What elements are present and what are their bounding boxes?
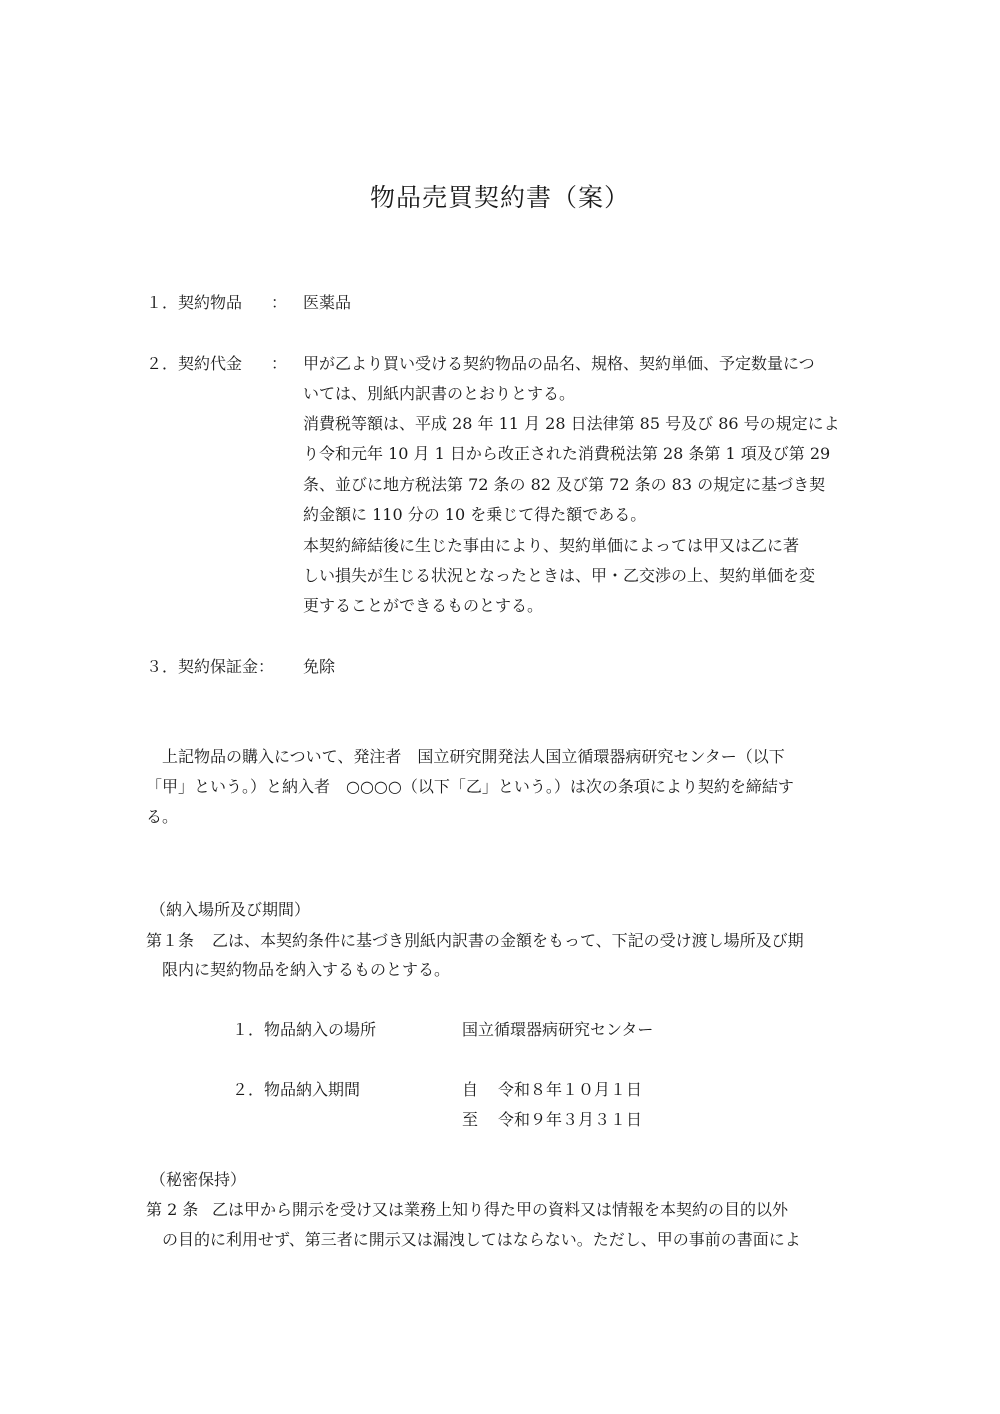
item-text-line: 条、並びに地方税法第 72 条の 82 及び第 72 条の 83 の規定に基づき契	[303, 475, 826, 494]
preamble-line: る。	[146, 807, 179, 826]
article-text-line: 限内に契約物品を納入するものとする。	[162, 960, 451, 979]
article-heading: （秘密保持）	[150, 1170, 247, 1189]
item-text-line: いては、別紙内訳書のとおりとする。	[303, 384, 576, 403]
delivery-place-value: 国立循環器病研究センター	[462, 1020, 654, 1039]
period-to-date: 令和９年３月３１日	[498, 1110, 643, 1129]
item-text-line: 甲が乙より買い受ける契約物品の品名、規格、契約単価、予定数量につ	[303, 354, 815, 373]
item-text-line: 本契約締結後に生じた事由により、契約単価によっては甲又は乙に著	[303, 536, 800, 555]
period-to-mark: 至	[462, 1110, 479, 1129]
period-from-date: 令和８年１０月１日	[498, 1080, 643, 1099]
item-colon: ：	[271, 293, 288, 312]
article-heading: （納入場所及び期間）	[150, 900, 311, 919]
item-text-line: 約金額に 110 分の 10 を乗じて得た額である。	[303, 505, 647, 524]
preamble-line: 上記物品の購入について、発注者 国立研究開発法人国立循環器病研究センター（以下	[162, 747, 785, 766]
item-label: １．契約物品	[146, 293, 243, 312]
article-number: 第 2 条	[146, 1200, 199, 1219]
item-value: 免除	[303, 657, 336, 676]
article-text-line: 乙は、本契約条件に基づき別紙内訳書の金額をもって、下記の受け渡し場所及び期	[212, 931, 804, 950]
article-text-line: 乙は甲から開示を受け又は業務上知り得た甲の資料又は情報を本契約の目的以外	[212, 1200, 789, 1219]
delivery-place-label: １．物品納入の場所	[232, 1020, 377, 1039]
item-text-line: 消費税等額は、平成 28 年 11 月 28 日法律第 85 号及び 86 号の規定によ	[303, 414, 840, 433]
article-text-line: の目的に利用せず、第三者に開示又は漏洩してはならない。ただし、甲の事前の書面によ	[162, 1230, 801, 1249]
item-value: 医薬品	[303, 293, 352, 312]
item-text-line: しい損失が生じる状況となったときは、甲・乙交渉の上、契約単価を変	[303, 566, 816, 585]
item-label: ２．契約代金	[146, 354, 243, 373]
item-label: ３．契約保証金：	[146, 657, 275, 676]
preamble-line: 「甲」という。）と納入者 ○○○○（以下「乙」という。）は次の条項により契約を締結す	[146, 777, 794, 796]
article-number: 第１条	[146, 931, 195, 950]
item-colon: ：	[271, 354, 288, 373]
item-text-line: 更することができるものとする。	[303, 596, 544, 615]
period-from-mark: 自	[462, 1080, 479, 1099]
document-title: 物品売買契約書（案）	[369, 183, 630, 212]
item-text-line: り令和元年 10 月 1 日から改正された消費税法第 28 条第 1 項及び第 29	[303, 444, 831, 463]
delivery-period-label: ２．物品納入期間	[232, 1080, 361, 1099]
